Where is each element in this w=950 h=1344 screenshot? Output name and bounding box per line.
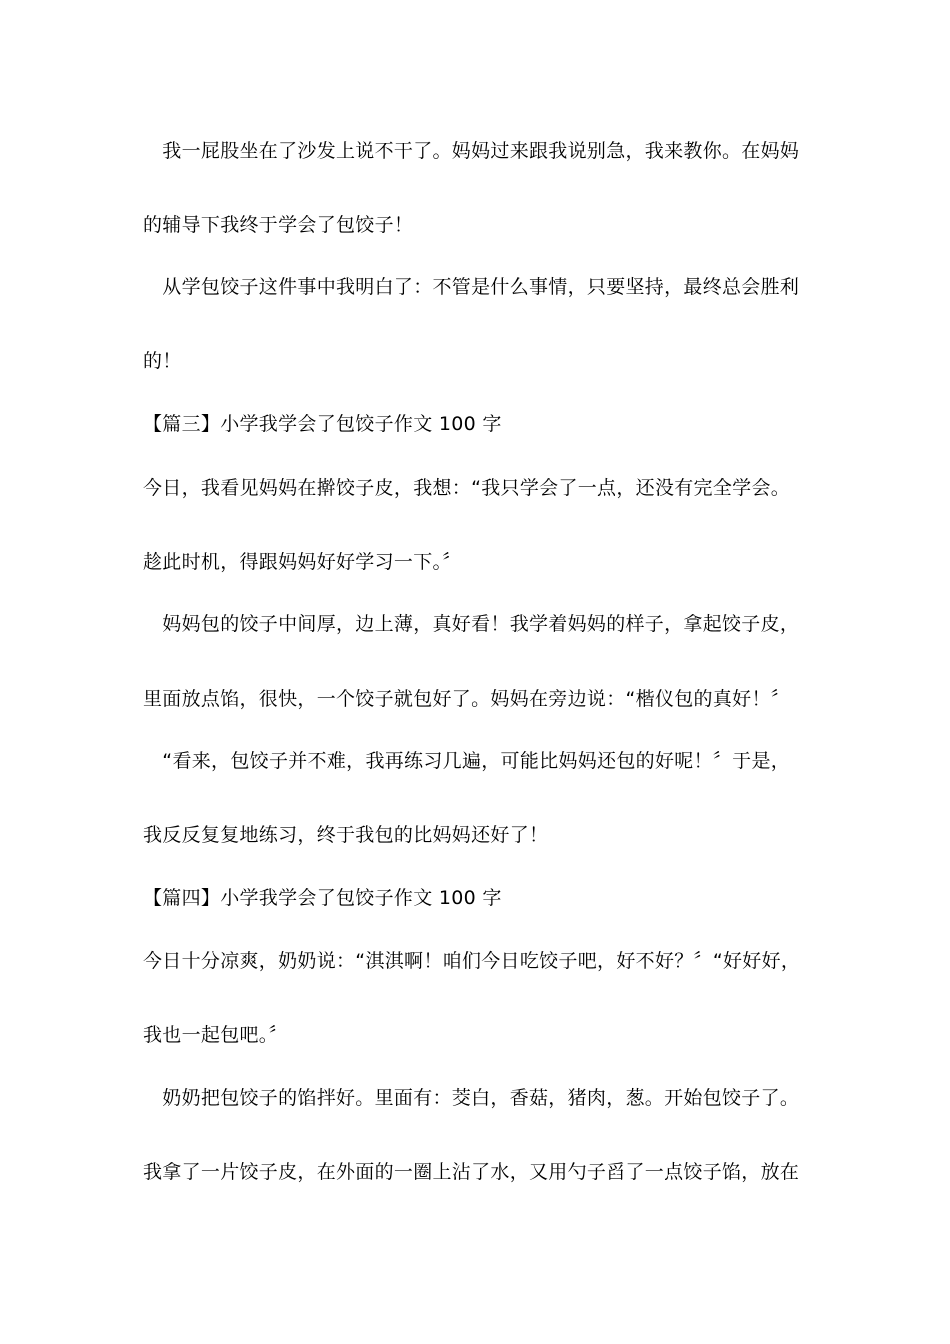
paragraph-line: 趁此时机，得跟妈妈好好学习一下。〞 — [143, 551, 462, 573]
paragraph-line: 我拿了一片饺子皮，在外面的一圈上沾了水，又用勺子舀了一点饺子馅，放在 — [143, 1161, 800, 1183]
paragraph-line: 我也一起包吧。〞 — [143, 1024, 288, 1046]
paragraph-line: “看来，包饺子并不难，我再练习几遍，可能比妈妈还包的好呢！〞于是， — [143, 750, 791, 772]
paragraph-line: 的！ — [143, 350, 182, 372]
paragraph-line: 从学包饺子这件事中我明白了：不管是什么事情，只要坚持，最终总会胜利 — [143, 276, 800, 298]
paragraph-line: 今日十分凉爽，奶奶说：“淇淇啊！咱们今日吃饺子吧，好不好？〞“好好好， — [143, 950, 801, 972]
paragraph-line: 妈妈包的饺子中间厚，边上薄，真好看！我学着妈妈的样子，拿起饺子皮， — [143, 613, 800, 635]
paragraph-line: 里面放点馅，很快，一个饺子就包好了。妈妈在旁边说：“楷仪包的真好！〞 — [143, 688, 791, 710]
paragraph-line: 我一屁股坐在了沙发上说不干了。妈妈过来跟我说别急，我来教你。在妈妈 — [143, 140, 800, 162]
paragraph-line: 今日，我看见妈妈在擀饺子皮，我想：“我只学会了一点，还没有完全学会。 — [143, 477, 791, 499]
paragraph-line: 我反反复复地练习，终于我包的比妈妈还好了！ — [143, 824, 549, 846]
paragraph-line: 的辅导下我终于学会了包饺子！ — [143, 214, 414, 236]
section-heading: 【篇三】小学我学会了包饺子作文 100 字 — [143, 413, 502, 435]
section-heading: 【篇四】小学我学会了包饺子作文 100 字 — [143, 887, 502, 909]
paragraph-line: 奶奶把包饺子的馅拌好。里面有：茭白，香菇，猪肉，葱。开始包饺子了。 — [143, 1087, 800, 1109]
